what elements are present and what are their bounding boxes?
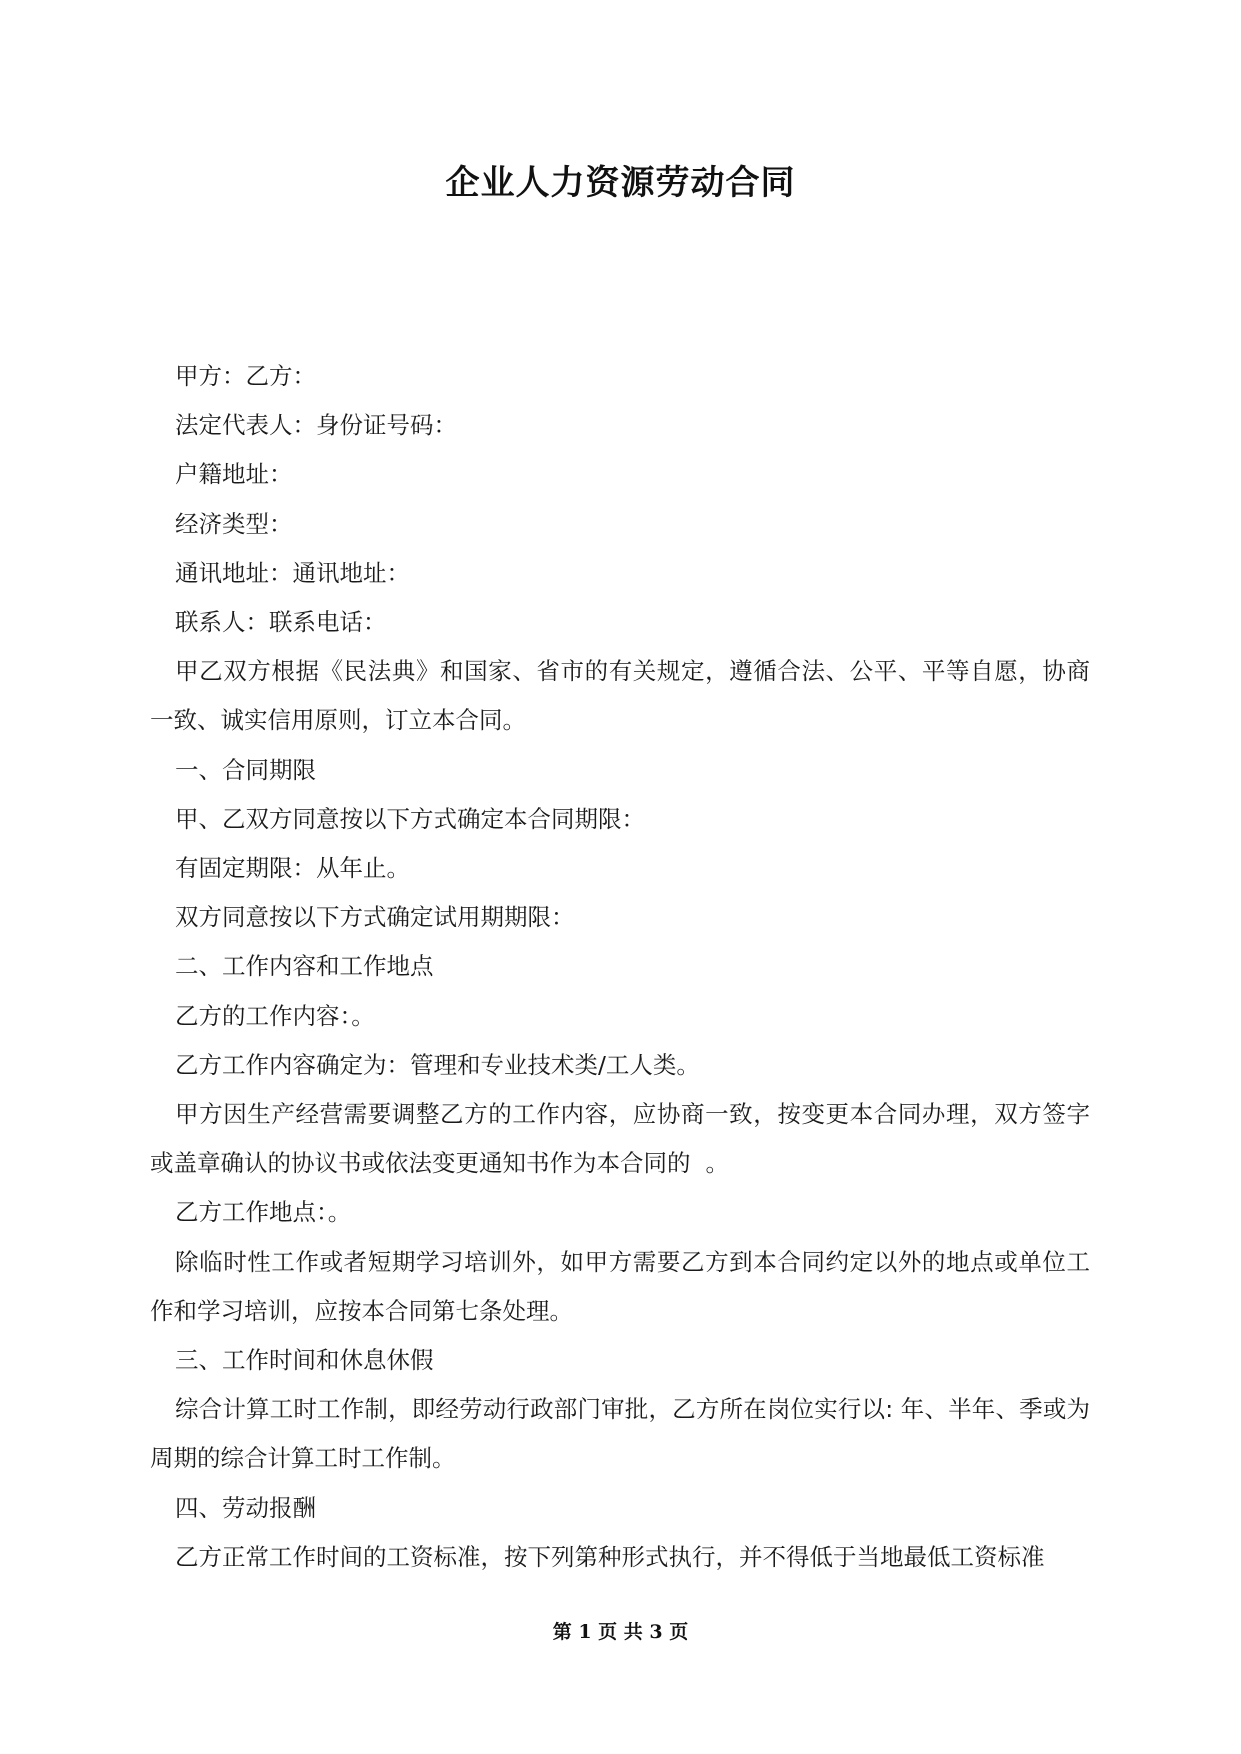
paragraph: 甲方：乙方： xyxy=(175,362,316,390)
paragraph: 联系人：联系电话： xyxy=(175,608,387,637)
section-heading: 三、工作时间和休息休假 xyxy=(175,1346,434,1375)
paragraph: 乙方工作地点：。 xyxy=(175,1198,352,1227)
paragraph: 乙方正常工作时间的工资标准，按下列第种形式执行，并不得低于当地最低工资标准 xyxy=(175,1542,1045,1571)
paragraph: 户籍地址： xyxy=(175,460,293,489)
section-heading: 四、劳动报酬 xyxy=(175,1493,316,1522)
paragraph: 除临时性工作或者短期学习培训外，如甲方需要乙方到本合同约定以外的地点或单位工作和学习培训，应按本合同第七条处理。 xyxy=(150,1247,1090,1325)
paragraph: 乙方工作内容确定为：管理和专业技术类/工人类。 xyxy=(175,1050,700,1079)
page-number-footer: 第 1 页 共 3 页 xyxy=(552,1621,689,1643)
section-heading: 二、工作内容和工作地点 xyxy=(175,952,434,981)
paragraph: 综合计算工时工作制，即经劳动行政部门审批，乙方所在岗位实行以: 年、半年、季或为周期的综合计算工时工作制。 xyxy=(150,1395,1090,1473)
paragraph: 甲乙双方根据《民法典》和国家、省市的有关规定，遵循合法、公平、平等自愿，协商一致、诚实信用原则，订立本合同。 xyxy=(150,657,1090,735)
paragraph: 通讯地址：通讯地址： xyxy=(175,558,410,587)
paragraph: 甲方因生产经营需要调整乙方的工作内容，应协商一致，按变更本合同办理，双方签字或盖章确认的协议书或依法变更通知书作为本合同的 。 xyxy=(150,1100,1090,1178)
paragraph: 乙方的工作内容：。 xyxy=(175,1001,375,1030)
paragraph: 甲、乙双方同意按以下方式确定本合同期限： xyxy=(175,804,645,833)
document-title: 企业人力资源劳动合同 xyxy=(445,163,796,203)
paragraph: 双方同意按以下方式确定试用期期限： xyxy=(175,903,575,932)
section-heading: 一、合同期限 xyxy=(175,755,316,784)
paragraph: 有固定期限：从年止。 xyxy=(175,854,410,883)
document-body xyxy=(150,352,1090,1582)
paragraph: 经济类型： xyxy=(175,509,293,538)
paragraph: 法定代表人：身份证号码： xyxy=(175,411,457,440)
